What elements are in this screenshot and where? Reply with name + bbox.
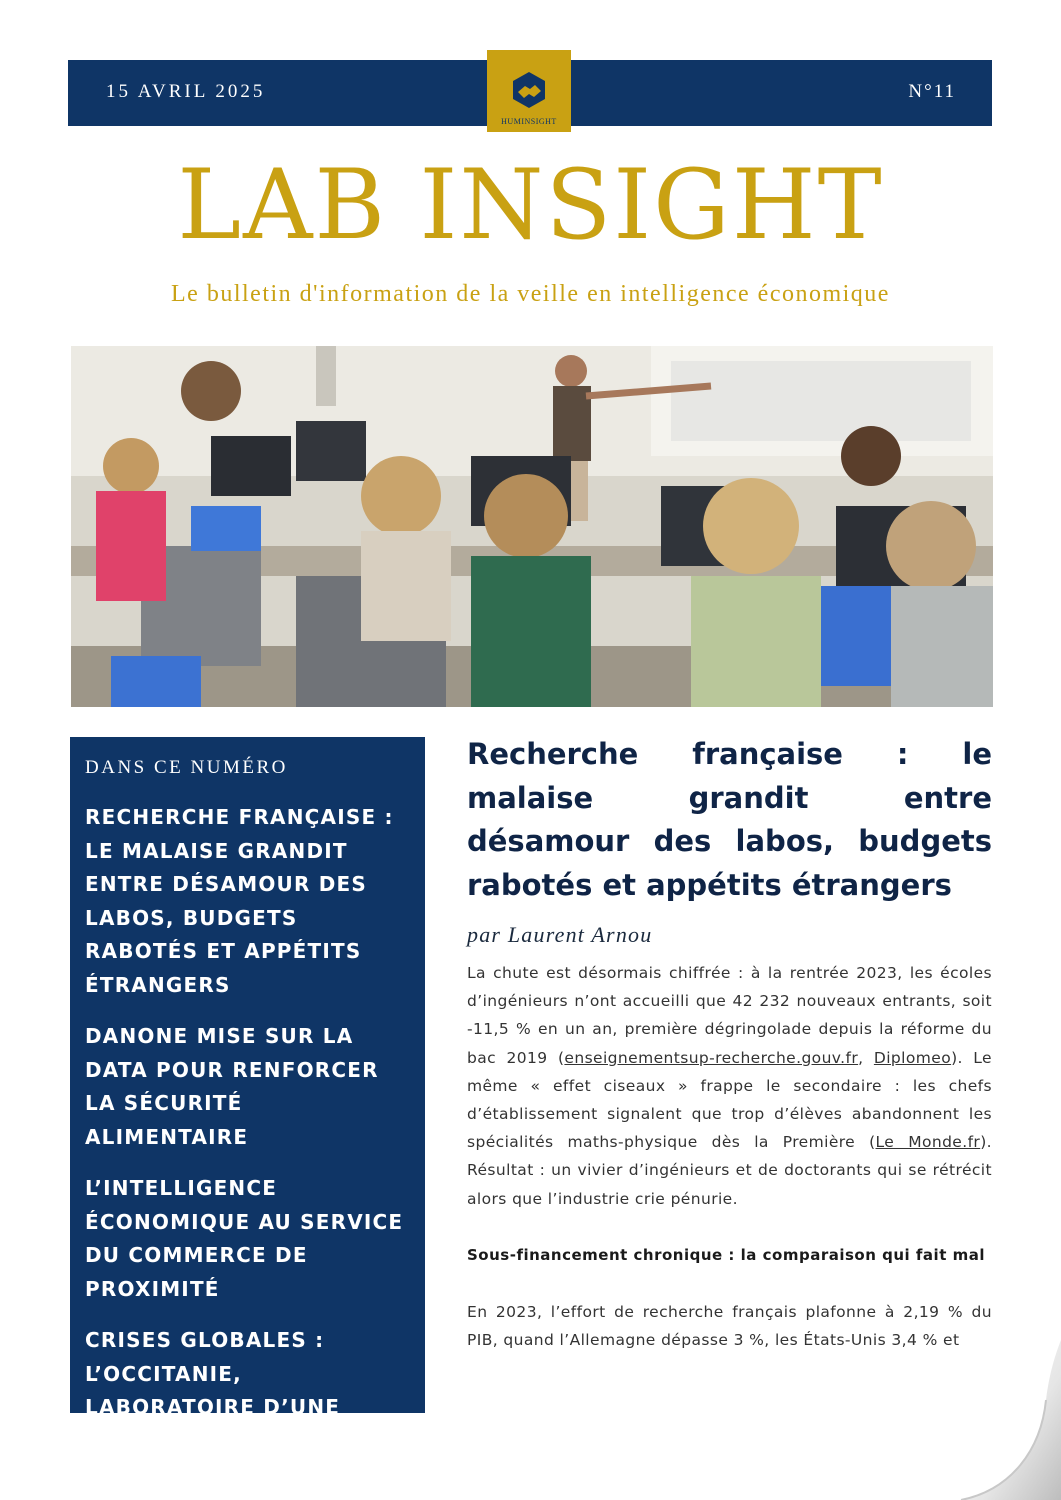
link-diplomeo[interactable]: Diplomeo: [873, 1048, 952, 1067]
p1-text-3: ). Le même « effet ciseaux » frappe le secondaire : les chefs d’établissement signalent que trop d’élèves abandonnent les spécialités maths-physique dès la Première (: [467, 1048, 992, 1152]
article-subheading: Sous-financement chronique : la comparaison qui fait mal: [467, 1245, 985, 1264]
logo-label: HUMINSIGHT: [501, 117, 557, 126]
article-byline: par Laurent Arnou: [467, 922, 653, 947]
main-article: [467, 733, 992, 1354]
classroom-photo: [71, 346, 993, 707]
article-paragraph-2: En 2023, l’effort de recherche français plafonne à 2,19 % du PIB, quand l’Allemagne dépasse 3 %, les États-Unis 3,4 % et: [467, 1302, 992, 1350]
toc-item-intelligence-economique[interactable]: L’INTELLIGENCE ÉCONOMIQUE AU SERVICE DU COMMERCE DE PROXIMITÉ: [85, 1176, 404, 1301]
p1-text-2: ,: [858, 1048, 874, 1067]
page-curl-icon: [921, 1340, 1061, 1500]
toc-item-occitanie[interactable]: CRISES GLOBALES : L’OCCITANIE, LABORATOIRE D’UNE RÉPONSE « GLOCALE”: [85, 1328, 355, 1453]
toc-item-recherche[interactable]: RECHERCHE FRANÇAISE : LE MALAISE GRANDIT ENTRE DÉSAMOUR DES LABOS, BUDGETS RABOTÉS ET APPÉTITS ÉTRANGERS: [85, 805, 394, 997]
toc-item-danone[interactable]: DANONE MISE SUR LA DATA POUR RENFORCER LA SÉCURITÉ ALIMENTAIRE: [85, 1024, 379, 1149]
p1-text-1: La chute est désormais chiffrée : à la rentrée 2023, les écoles d’ingénieurs n’ont accueilli que 42 232 nouveaux entrants, soit -11,5 % en un an, première dégringolade depuis la réforme du bac 2019 (: [467, 964, 992, 1067]
issue-date: 15 AVRIL 2025: [106, 81, 266, 102]
newsletter-title: LAB INSIGHT: [177, 149, 884, 261]
newsletter-tagline: Le bulletin d'information de la veille en intelligence économique: [171, 281, 890, 307]
article-title: Recherche française : le malaise grandit entre désamour des labos, budgets rabotés et appétits étrangers: [467, 737, 992, 902]
p1-text-4: ). Résultat : un vivier d’ingénieurs et de doctorants qui se rétrécit alors que l’industrie crie pénurie.: [467, 1133, 992, 1208]
issue-number: N°11: [908, 81, 956, 102]
table-of-contents: [70, 737, 425, 1453]
link-le-monde[interactable]: Le Monde.fr: [875, 1133, 981, 1152]
link-enseignementsup[interactable]: enseignementsup-recherche.gouv.fr: [564, 1048, 859, 1067]
article-paragraph-1: [467, 959, 992, 1213]
handshake-hexagon-icon: [510, 70, 548, 110]
huminsight-logo: [487, 50, 571, 132]
toc-title: DANS CE NUMÉRO: [85, 757, 288, 778]
